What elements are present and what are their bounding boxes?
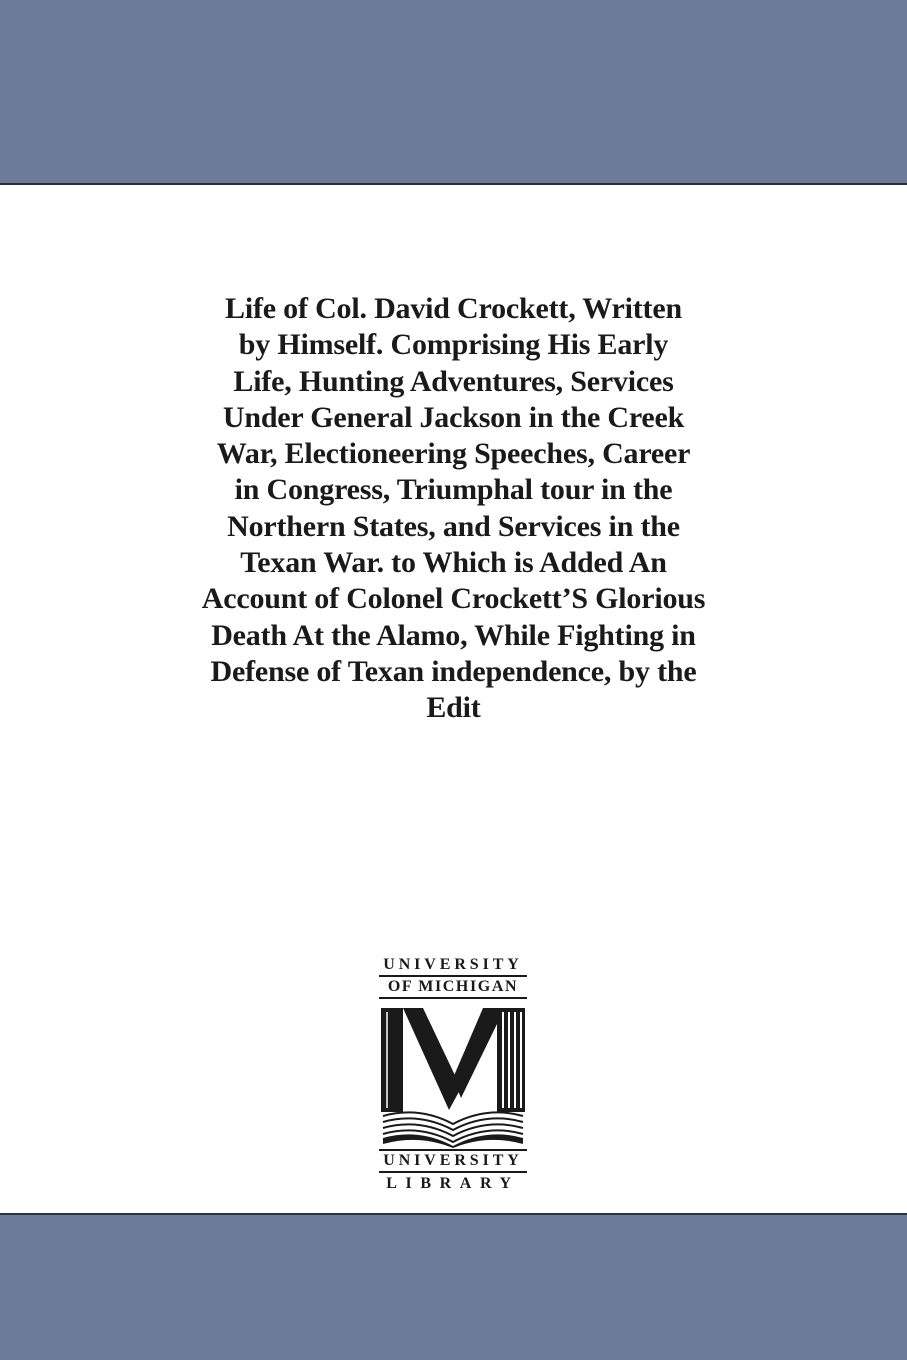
logo-text-library: LIBRARY: [386, 1175, 520, 1192]
logo-text-of-michigan: OF MICHIGAN: [387, 978, 519, 995]
logo-rule: [379, 997, 527, 999]
title-line: Defense of Texan independence, by the: [210, 654, 697, 688]
title-line: by Himself. Comprising His Early: [238, 328, 669, 362]
title-line: Under General Jackson in the Creek: [222, 400, 685, 434]
university-library-logo: [377, 956, 529, 1194]
bottom-color-band: [0, 1213, 907, 1360]
michigan-m-book-icon: [379, 1002, 527, 1148]
title-line: Edit: [426, 691, 481, 725]
logo-text-university: UNIVERSITY: [383, 956, 523, 973]
title-line: Life of Col. David Crockett, Written: [225, 292, 682, 325]
logo-rule: [379, 1149, 527, 1151]
title-line: War, Electioneering Speeches, Career: [216, 437, 691, 471]
logo-rule: [379, 975, 527, 977]
title-line: Life, Hunting Adventures, Services: [233, 364, 674, 398]
top-color-band: [0, 0, 907, 185]
logo-text-university-2: UNIVERSITY: [383, 1152, 523, 1169]
title-line: in Congress, Triumphal tour in the: [234, 473, 673, 507]
title-line: Northern States, and Services in the: [227, 509, 680, 543]
book-title: [120, 291, 787, 727]
title-line: Death At the Alamo, While Fighting in: [211, 618, 696, 652]
title-line: Account of Colonel Crockett’S Glorious: [201, 582, 706, 616]
title-line: Texan War. to Which is Added An: [240, 546, 667, 580]
logo-rule: [379, 1171, 527, 1173]
